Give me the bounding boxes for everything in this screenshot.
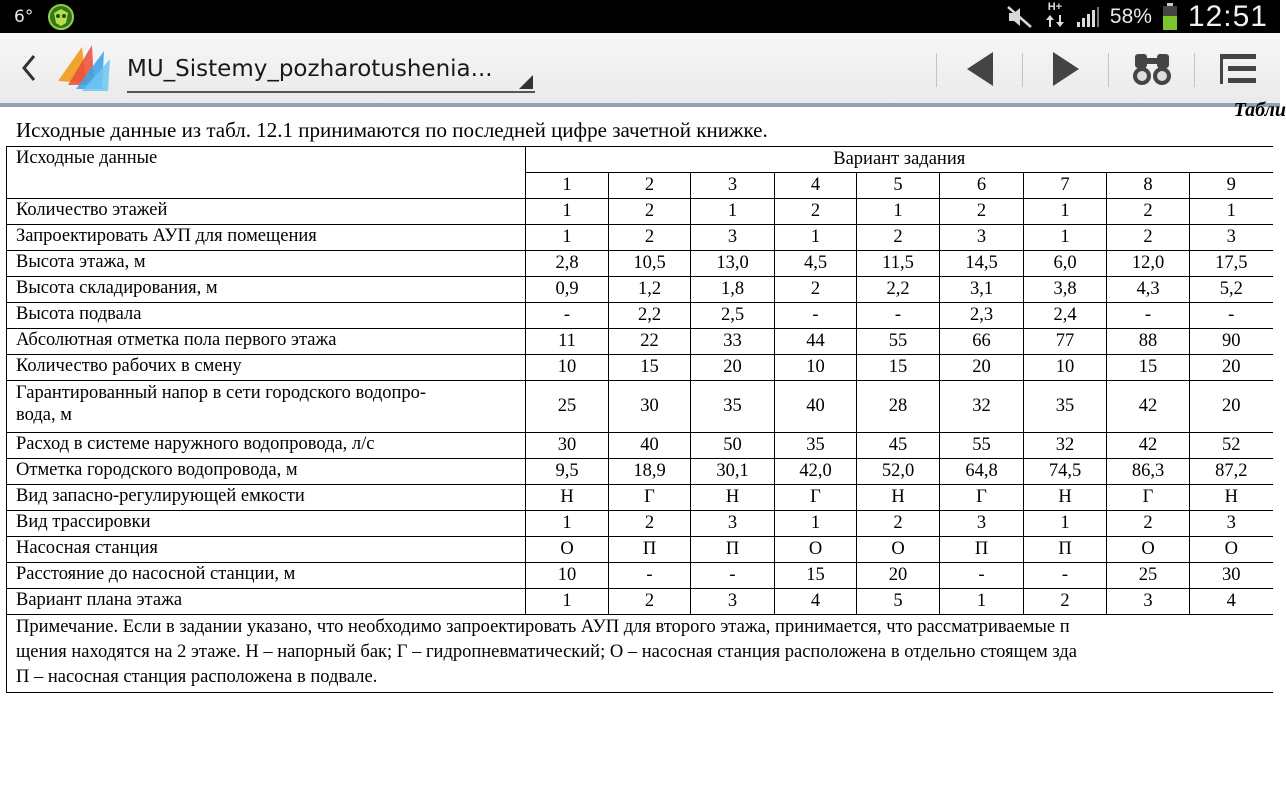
value-cell: 20 (1190, 355, 1273, 381)
table-caption-cut: Табли (1233, 99, 1286, 121)
value-cell: 3 (940, 511, 1024, 537)
value-cell: 25 (1107, 563, 1190, 589)
value-cell: 33 (691, 329, 775, 355)
value-cell: 2 (775, 199, 857, 225)
row-label: Высота подвала (7, 303, 526, 329)
value-cell: П (1024, 537, 1107, 563)
value-cell: П (609, 537, 691, 563)
value-cell: 2,5 (691, 303, 775, 329)
value-cell: 20 (691, 355, 775, 381)
toolbar-separator (1194, 53, 1195, 87)
row-label-line: вода, м (16, 405, 72, 425)
polaris-office-icon[interactable] (52, 41, 114, 97)
value-cell: 4 (1190, 589, 1273, 615)
value-cell: 15 (857, 355, 940, 381)
value-cell: Г (775, 485, 857, 511)
status-bar (0, 0, 1280, 33)
row-label: Расстояние до насосной станции, м (7, 563, 526, 589)
value-cell: Г (1107, 485, 1190, 511)
clock: 12:51 (1187, 0, 1268, 33)
value-cell: Г (609, 485, 691, 511)
note-line: Примечание. Если в задании указано, что необходимо запроектировать АУП для второго этажа, принимается, что рассматриваемые п (16, 617, 1070, 637)
value-cell: 55 (857, 329, 940, 355)
value-cell: - (857, 303, 940, 329)
value-cell: 0,9 (526, 277, 609, 303)
next-arrow-icon (1049, 50, 1083, 88)
value-cell: 2 (609, 199, 691, 225)
table-row (7, 329, 1273, 355)
document-title-dropdown[interactable] (127, 51, 535, 93)
value-cell: 2,2 (857, 277, 940, 303)
next-page-button[interactable] (1034, 46, 1098, 92)
row-label: Количество этажей (7, 199, 526, 225)
table-row (7, 381, 1273, 433)
menu-button[interactable] (1206, 46, 1270, 92)
value-cell: О (775, 537, 857, 563)
row-label: Вид запасно-регулирующей емкости (7, 485, 526, 511)
table-row (7, 355, 1273, 381)
value-cell: 52,0 (857, 459, 940, 485)
back-button[interactable] (14, 48, 44, 88)
value-cell: 2 (609, 589, 691, 615)
value-cell: 1 (526, 589, 609, 615)
value-cell: 64,8 (940, 459, 1024, 485)
value-cell: 20 (1190, 381, 1273, 433)
weather-temperature: 6° (14, 6, 34, 27)
value-cell: 32 (1024, 433, 1107, 459)
note-line: П – насосная станция расположена в подвале. (16, 667, 378, 687)
value-cell: О (857, 537, 940, 563)
value-cell: 50 (691, 433, 775, 459)
value-cell: Н (1190, 485, 1273, 511)
table-row (7, 251, 1273, 277)
value-cell: 25 (526, 381, 609, 433)
value-cell: 2 (609, 225, 691, 251)
value-cell: 32 (940, 381, 1024, 433)
variant-number: 2 (609, 173, 691, 199)
row-label: Запроектировать АУП для помещения (7, 225, 526, 251)
value-cell: 3,1 (940, 277, 1024, 303)
row-label: Расход в системе наружного водопровода, л/с (7, 433, 526, 459)
value-cell: - (609, 563, 691, 589)
find-button[interactable] (1120, 46, 1184, 92)
value-cell: 30,1 (691, 459, 775, 485)
value-cell: 1 (691, 199, 775, 225)
value-cell: 2 (609, 511, 691, 537)
value-cell: 2 (857, 225, 940, 251)
value-cell: 10 (775, 355, 857, 381)
toolbar-separator (936, 53, 937, 87)
value-cell: 6,0 (1024, 251, 1107, 277)
value-cell: 2 (1107, 225, 1190, 251)
document-title: MU_Sistemy_pozharotushenia... (127, 56, 493, 82)
variant-number: 3 (691, 173, 775, 199)
row-label: Высота этажа, м (7, 251, 526, 277)
value-cell: - (1190, 303, 1273, 329)
mute-icon (1006, 5, 1034, 29)
row-label: Отметка городского водопровода, м (7, 459, 526, 485)
row-label: Количество рабочих в смену (7, 355, 526, 381)
value-cell: 3 (691, 225, 775, 251)
table-row (7, 589, 1273, 615)
value-cell: Н (526, 485, 609, 511)
row-label: Вид трассировки (7, 511, 526, 537)
value-cell: 18,9 (609, 459, 691, 485)
table-row (7, 511, 1273, 537)
table-row (7, 277, 1273, 303)
menu-list-icon (1218, 52, 1258, 86)
value-cell: 1 (1024, 225, 1107, 251)
value-cell: 3 (1190, 511, 1273, 537)
variant-number: 1 (526, 173, 609, 199)
value-cell: - (526, 303, 609, 329)
value-cell: - (691, 563, 775, 589)
value-cell: 35 (775, 433, 857, 459)
value-cell: 74,5 (1024, 459, 1107, 485)
value-cell: 77 (1024, 329, 1107, 355)
value-cell: 87,2 (1190, 459, 1273, 485)
value-cell: 1 (775, 225, 857, 251)
value-cell: Н (857, 485, 940, 511)
value-cell: 88 (1107, 329, 1190, 355)
previous-arrow-icon (963, 50, 997, 88)
value-cell: 1,8 (691, 277, 775, 303)
value-cell: 3 (691, 589, 775, 615)
value-cell: 2 (1024, 589, 1107, 615)
value-cell: 5,2 (1190, 277, 1273, 303)
value-cell: 10,5 (609, 251, 691, 277)
network-type-label: H+ (1047, 0, 1063, 13)
variant-number: 7 (1024, 173, 1107, 199)
variant-number: 9 (1190, 173, 1273, 199)
value-cell: 52 (1190, 433, 1273, 459)
value-cell: 1 (1190, 199, 1273, 225)
value-cell: 14,5 (940, 251, 1024, 277)
value-cell: 2 (940, 199, 1024, 225)
value-cell: 2 (775, 277, 857, 303)
value-cell: 55 (940, 433, 1024, 459)
value-cell: 2 (857, 511, 940, 537)
binoculars-search-icon (1132, 50, 1172, 88)
previous-page-button[interactable] (948, 46, 1012, 92)
table-row (7, 563, 1273, 589)
value-cell: 3 (1190, 225, 1273, 251)
value-cell: О (1190, 537, 1273, 563)
table-note (7, 615, 1273, 693)
table-row (7, 303, 1273, 329)
value-cell: 30 (1190, 563, 1273, 589)
value-cell: 30 (609, 381, 691, 433)
toolbar-separator (1108, 53, 1109, 87)
value-cell: 4 (775, 589, 857, 615)
value-cell: 2,4 (1024, 303, 1107, 329)
value-cell: 66 (940, 329, 1024, 355)
value-cell: 20 (857, 563, 940, 589)
value-cell: 15 (775, 563, 857, 589)
signal-icon (1076, 6, 1100, 28)
battery-icon (1162, 3, 1178, 31)
value-cell: 3 (691, 511, 775, 537)
value-cell: Н (691, 485, 775, 511)
value-cell: 1 (1024, 511, 1107, 537)
value-cell: 1,2 (609, 277, 691, 303)
value-cell: 1 (526, 199, 609, 225)
app-notification-icon (47, 3, 75, 31)
value-cell: 1 (940, 589, 1024, 615)
value-cell: 40 (775, 381, 857, 433)
row-label: Насосная станция (7, 537, 526, 563)
row-label-line: Гарантированный напор в сети городского водопро- (16, 383, 427, 403)
value-cell: 35 (691, 381, 775, 433)
value-cell: Н (1024, 485, 1107, 511)
table-row (7, 199, 1273, 225)
value-cell: - (940, 563, 1024, 589)
toolbar-separator (1022, 53, 1023, 87)
row-label: Высота складирования, м (7, 277, 526, 303)
header-group-cell: Вариант задания (526, 147, 1273, 173)
source-data-table (6, 146, 1273, 693)
value-cell: 2,3 (940, 303, 1024, 329)
value-cell: 10 (526, 563, 609, 589)
value-cell: 30 (526, 433, 609, 459)
value-cell: П (940, 537, 1024, 563)
table-row (7, 459, 1273, 485)
value-cell: 45 (857, 433, 940, 459)
value-cell: 1 (526, 511, 609, 537)
dropdown-corner-icon (519, 75, 533, 89)
value-cell: 2 (1107, 199, 1190, 225)
value-cell: 12,0 (1107, 251, 1190, 277)
value-cell: 2,2 (609, 303, 691, 329)
value-cell: 11 (526, 329, 609, 355)
value-cell: 42,0 (775, 459, 857, 485)
header-label-cell: Исходные данные (7, 147, 526, 199)
value-cell: 3 (1107, 589, 1190, 615)
variant-number: 8 (1107, 173, 1190, 199)
value-cell: 1 (857, 199, 940, 225)
value-cell: 20 (940, 355, 1024, 381)
value-cell: 28 (857, 381, 940, 433)
note-line: щения находятся на 2 этаже. Н – напорный бак; Г – гидропневматический; О – насосная станция расположена в отдельно стоящем зда (16, 642, 1077, 662)
row-label: Абсолютная отметка пола первого этажа (7, 329, 526, 355)
value-cell: 11,5 (857, 251, 940, 277)
value-cell: 35 (1024, 381, 1107, 433)
table-row (7, 485, 1273, 511)
value-cell: 1 (526, 225, 609, 251)
value-cell: 3 (940, 225, 1024, 251)
value-cell: 9,5 (526, 459, 609, 485)
value-cell: 4,3 (1107, 277, 1190, 303)
battery-percent: 58% (1109, 4, 1152, 28)
value-cell: 10 (1024, 355, 1107, 381)
value-cell: - (775, 303, 857, 329)
document-view[interactable] (0, 99, 1286, 800)
variant-number: 5 (857, 173, 940, 199)
data-transfer-icon (1044, 2, 1066, 32)
value-cell: 40 (609, 433, 691, 459)
value-cell: 86,3 (1107, 459, 1190, 485)
value-cell: 2 (1107, 511, 1190, 537)
table-row (7, 537, 1273, 563)
value-cell: 1 (775, 511, 857, 537)
value-cell: 15 (609, 355, 691, 381)
value-cell: 13,0 (691, 251, 775, 277)
value-cell: 2,8 (526, 251, 609, 277)
row-label (7, 381, 526, 433)
value-cell: О (1107, 537, 1190, 563)
value-cell: 42 (1107, 433, 1190, 459)
value-cell: 15 (1107, 355, 1190, 381)
value-cell: 10 (526, 355, 609, 381)
value-cell: 3,8 (1024, 277, 1107, 303)
value-cell: 90 (1190, 329, 1273, 355)
table-note-row (7, 615, 1273, 693)
variant-number: 6 (940, 173, 1024, 199)
table-row (7, 225, 1273, 251)
value-cell: 5 (857, 589, 940, 615)
value-cell: 17,5 (1190, 251, 1273, 277)
status-bar-right (1006, 0, 1268, 33)
variant-number: 4 (775, 173, 857, 199)
chevron-left-icon (14, 48, 44, 88)
value-cell: 42 (1107, 381, 1190, 433)
value-cell: П (691, 537, 775, 563)
intro-paragraph: Исходные данные из табл. 12.1 принимаются по последней цифре зачетной книжке. (16, 118, 768, 142)
value-cell: О (526, 537, 609, 563)
value-cell: 4,5 (775, 251, 857, 277)
table-row (7, 433, 1273, 459)
row-label: Вариант плана этажа (7, 589, 526, 615)
value-cell: 1 (1024, 199, 1107, 225)
value-cell: 44 (775, 329, 857, 355)
table-header-row (7, 147, 1273, 173)
value-cell: 22 (609, 329, 691, 355)
value-cell: - (1024, 563, 1107, 589)
value-cell: Г (940, 485, 1024, 511)
document-toolbar (0, 33, 1280, 103)
value-cell: - (1107, 303, 1190, 329)
status-bar-left (14, 0, 75, 33)
